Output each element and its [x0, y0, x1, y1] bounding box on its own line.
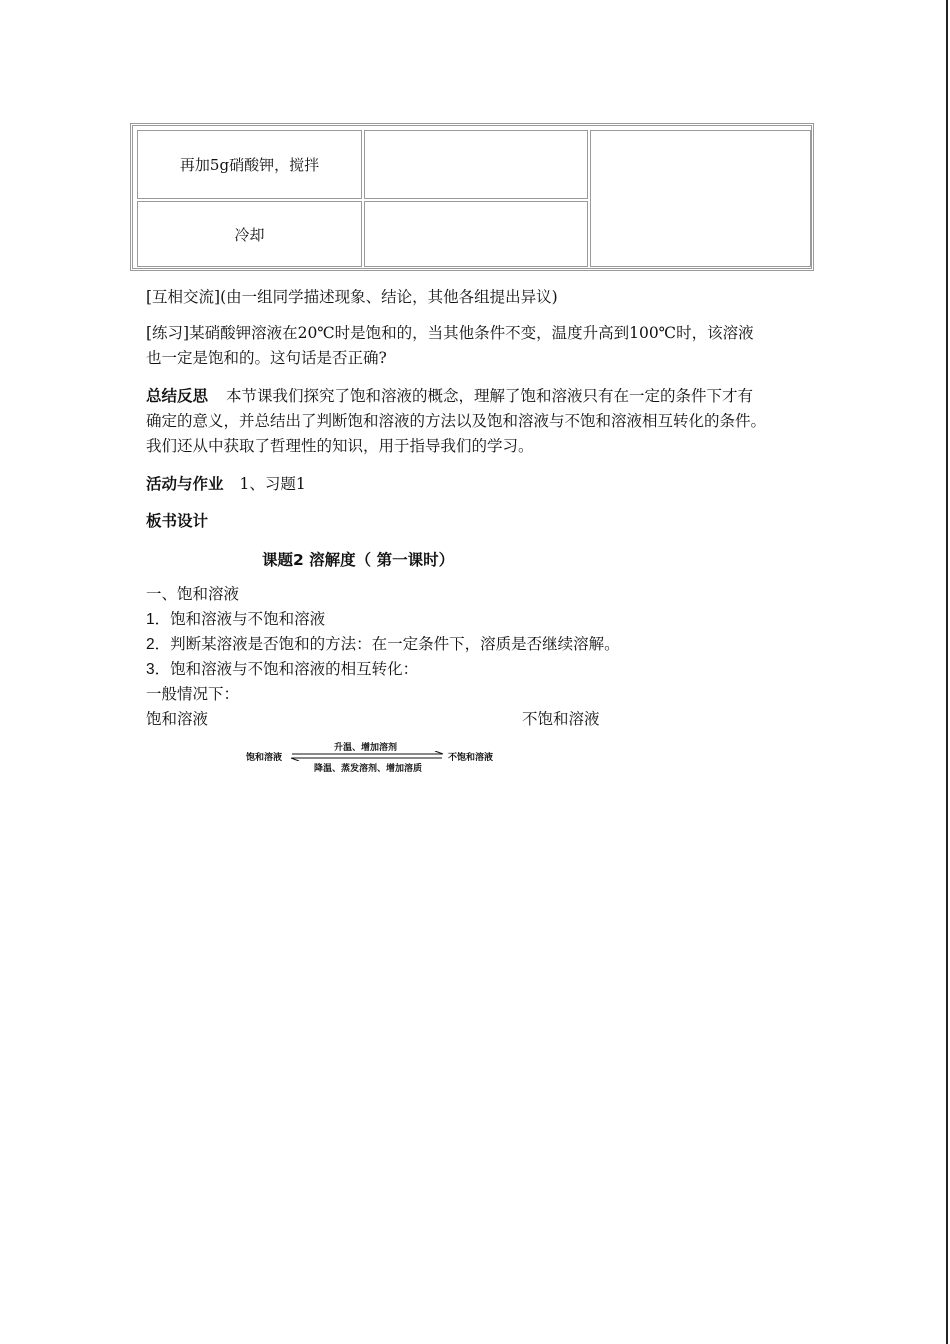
table-row-2-observation [364, 201, 588, 267]
exercise-line-2: 也一定是饱和的。这句话是否正确? [146, 349, 387, 367]
board-design-label: 板书设计 [146, 512, 209, 530]
summary-line-1 [146, 385, 753, 407]
summary-label: 总结反思 [146, 387, 209, 405]
page-edge-line [946, 0, 948, 1344]
diagram-right-label: 不饱和溶液 [448, 753, 494, 763]
board-left-term: 饱和溶液 [146, 711, 209, 728]
board-item-3: 2．判断某溶液是否饱和的方法：在一定条件下，溶质是否继续溶解。 [146, 636, 620, 653]
table-row-2-action: 冷却 [137, 201, 362, 267]
diagram-left-label: 饱和溶液 [246, 753, 283, 763]
diagram-bottom-condition: 降温、蒸发溶剂、增加溶质 [314, 764, 423, 774]
table-conclusion-cell [590, 130, 811, 267]
homework-label: 活动与作业 [146, 475, 224, 493]
board-item-2: 1．饱和溶液与不饱和溶液 [146, 611, 326, 628]
board-item-5: 一般情况下： [146, 686, 240, 703]
summary-text-1: 本节课我们探究了饱和溶液的概念，理解了饱和溶液只有在一定的条件下才有 [226, 387, 754, 405]
exchange-text: [互相交流](由一组同学描述现象、结论，其他各组提出异议) [146, 288, 558, 306]
board-item-1: 一、饱和溶液 [146, 586, 240, 603]
diagram-top-condition: 升温、增加溶剂 [334, 743, 398, 753]
double-arrow-icon [290, 751, 446, 761]
conversion-diagram [246, 740, 506, 774]
homework-line [146, 473, 306, 495]
summary-line-2: 确定的意义，并总结出了判断饱和溶液的方法以及饱和溶液与不饱和溶液相互转化的条件。 [146, 412, 767, 430]
board-right-term: 不饱和溶液 [522, 711, 600, 728]
exercise-line-1: [练习]某硝酸钾溶液在20℃时是饱和的，当其他条件不变，温度升高到100℃时，该溶液 [146, 324, 754, 342]
homework-text: 1、习题1 [239, 475, 306, 493]
table-row-1-action: 再加5g硝酸钾，搅拌 [137, 130, 362, 199]
summary-line-3: 我们还从中获取了哲理性的知识，用于指导我们的学习。 [146, 437, 534, 455]
board-item-4: 3．饱和溶液与不饱和溶液的相互转化： [146, 661, 419, 678]
experiment-table [130, 123, 814, 271]
table-row-1-observation [364, 130, 588, 199]
board-title: 课题2 溶解度（ 第一课时） [262, 551, 455, 569]
